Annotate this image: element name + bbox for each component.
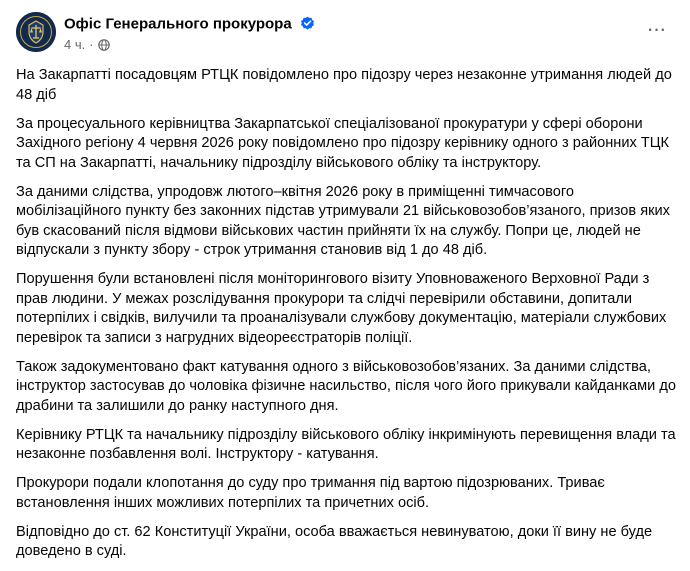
post-paragraph: Також задокументовано факт катування одного з військовозобов’язаних. За даними слідства, інструктор застосував до чоловіка фізичне насильство, після чого його прикували кайданками до драбини та залишили до ранку наступного дня. [16,358,677,414]
post-paragraph: Прокурори подали клопотання до суду про тримання під вартою підозрюваних. Триває встановлення інших можливих потерпілих та причетних осіб. [16,475,605,511]
author-row [64,15,315,33]
post-paragraph: Порушення були встановлені після моніторингового візиту Уповноваженого Верховної Ради з прав людини. У межах розслідування прокурори та слідчі перевірили обставини, допитали потерпілих і свідків, вилучили та проаналізували службову документацію, матеріали службових перевірок та записи з нагрудних відеореєстраторів поліції. [16,271,667,346]
globe-icon[interactable] [98,39,110,51]
post-paragraph: За даними слідства, упродовж лютого–квітня 2026 року в приміщенні тимчасового мобілізаційного пункту без законних підстав утримували 21 військовозобов’язаного, призов яких був скасований після відмови військових частин прийняти їх на службу. Попри це, людей не відпускали з пункту збору - строк утримання становив від 1 до 48 діб. [16,183,670,258]
post-header [16,12,674,56]
post-paragraph: Відповідно до ст. 62 Конституції України, особа вважається невинуватою, доки її вину не буде доведено в суді. [16,523,653,559]
post-meta [64,36,110,52]
post-paragraph: На Закарпатті посадовцям РТЦК повідомлено про підозру через незаконне утримання людей до 48 діб [16,67,672,103]
author-name[interactable]: Офіс Генерального прокурора [64,15,292,33]
post-paragraph: За процесуального керівництва Закарпатської спеціалізованої прокуратури у сфері оборони Західного регіону 4 червня 2026 року повідомлено про підозру керівнику одного з районних ТЦК та СП на Закарпатті, начальнику підрозділу військового обліку та інструктору. [16,115,670,171]
prosecutor-emblem-icon [16,12,56,52]
more-options-icon: ··· [646,16,666,41]
post-paragraph: Керівнику РТЦК та начальнику підрозділу військового обліку інкримінують перевищення влади та незаконне позбавлення волі. Інструктору - катування. [16,426,676,462]
verified-badge-icon [300,16,315,31]
post-timestamp[interactable]: 4 ч. [64,37,86,53]
meta-separator: · [89,37,94,53]
page-avatar[interactable] [16,12,56,52]
more-options-button[interactable] [642,16,670,44]
post-text [16,66,676,571]
